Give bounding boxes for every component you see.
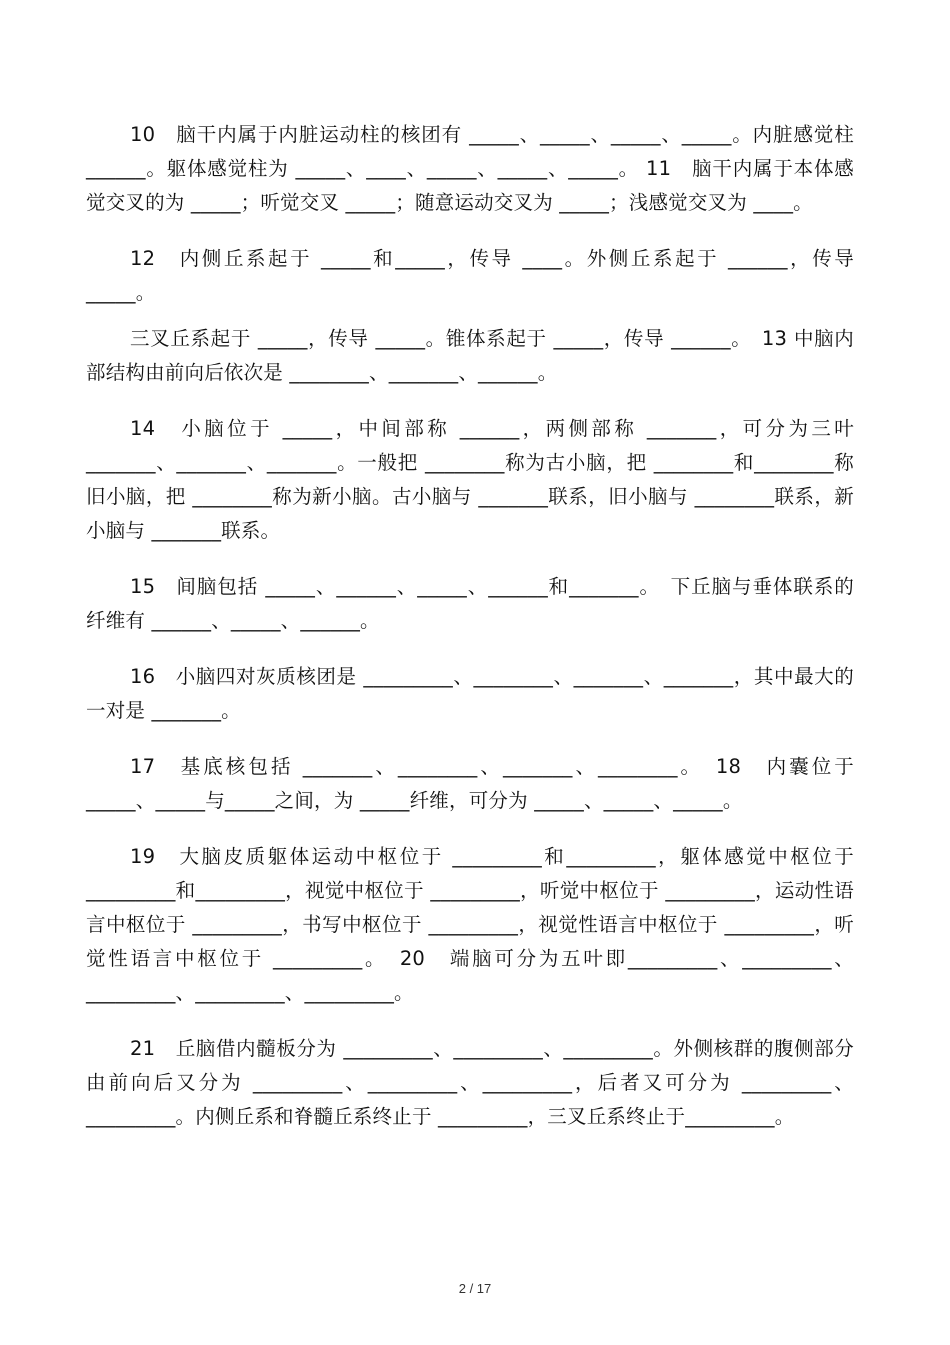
question-10-11: 10 脑干内属于内脏运动柱的核团有 _____、_____、_____、_____。内脏感觉柱 ______。躯体感觉柱为 _____、____、_____、_____、_____。 11 脑干内属于本体感觉交叉的为 _____；听觉交叉 _____；随意运动交叉为 _____；浅感觉交叉为 ____。 — [86, 123, 861, 214]
question-16: 16 小脑四对灰质核团是 _________、________、_______、_______，其中最大的一对是 _______。 — [86, 665, 854, 722]
question-12-13-continued: 三叉丘系起于 _____，传导 _____。锥体系起于 _____，传导 ______。 13 中脑内部结构由前向后依次是 ________、_______、______。 — [86, 327, 854, 384]
question-12: 12 内侧丘系起于 _____和_____，传导 ____。外侧丘系起于 ______，传导 _____。 — [86, 247, 861, 304]
page-number: 2 / 17 — [458, 1281, 492, 1296]
question-15: 15 间脑包括 _____、______、_____、______和_______。 下丘脑与垂体联系的纤维有 ______、_____、______。 — [86, 575, 854, 632]
question-21: 21 丘脑借内髓板分为 _________、_________、_________。外侧核群的腹侧部分由前向后又分为 _________、_________、_________，后者又可分为 _________、_________。内侧丘系和脊髓丘系终止于 _________，三叉丘系终止于_________。 — [86, 1037, 854, 1128]
question-17-18: 17 基底核包括 _______、________、_______、________。 18 内囊位于_____、_____与_____之间，为 _____纤维，可分为 _____、_____、_____。 — [86, 755, 854, 812]
question-19-20: 19 大脑皮质躯体运动中枢位于 _________和_________，躯体感觉中枢位于_________和_________，视觉中枢位于 _________，听觉中枢位于 _________，运动性语言中枢位于 _________，书写中枢位于 _________，视觉性语言中枢位于 _________，听觉性语言中枢位于 _________。 20 端脑可分为五叶即_________、_________、_________、_________、_________。 — [86, 845, 854, 1004]
question-14: 14 小脑位于 _____，中间部称 ______，两侧部称 _______，可分为三叶 _______、_______、_______。一般把 ________称为古小脑，把 ________和________称旧小脑，把 ________称为新小脑。古小脑与 _______联系，旧小脑与 ________联系，新小脑与 _______联系。 — [86, 417, 861, 542]
document-body — [86, 118, 861, 1156]
